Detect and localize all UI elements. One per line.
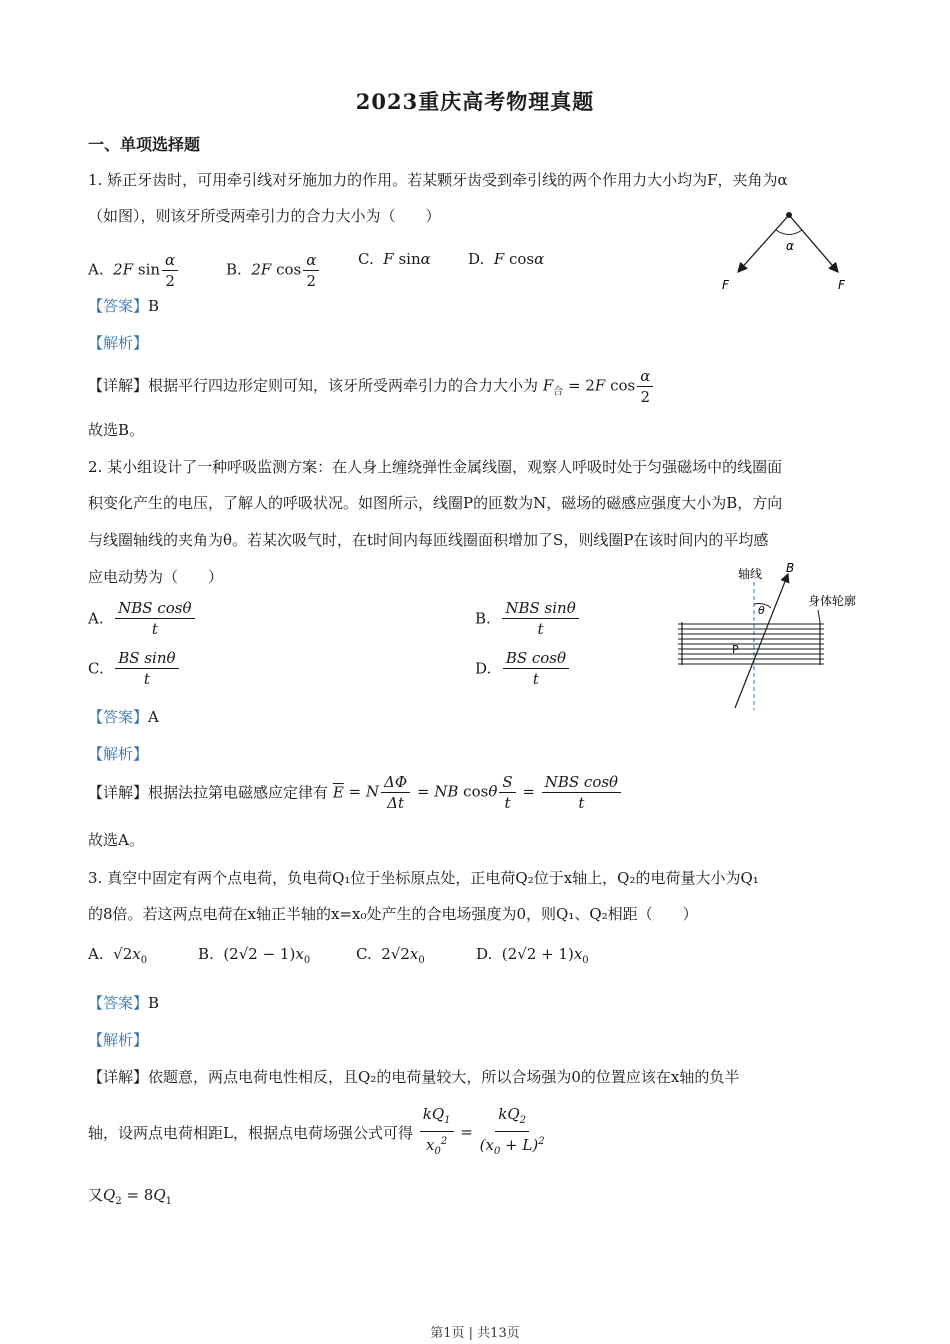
q3-analysis-label: 【解析】 bbox=[88, 1031, 149, 1049]
q1-option-a: A. 2F sin $\frac{\alpha}{2}$ bbox=[88, 250, 180, 291]
q3-answer: 【答案】B bbox=[88, 994, 160, 1012]
page-footer: 第1页 | 共13页 bbox=[430, 1326, 520, 1341]
q1-analysis-label: 【解析】 bbox=[88, 334, 149, 352]
q3-stem-line2: 的8倍。若这两点电荷在x轴正半轴的x=x₀处产生的合电场强度为0，则Q₁、Q₂相距（ ） bbox=[88, 905, 698, 923]
q2-angle-label: θ bbox=[758, 604, 765, 617]
q2-axis-label: 轴线 bbox=[738, 567, 763, 581]
q3-detail-line1: 【详解】依题意，两点电荷电性相反，且Q₂的电荷量较大，所以合场强为0的位置应该在x轴的负半 bbox=[88, 1068, 740, 1086]
q2-option-c: C. $\frac{\text{BS sinθ}}{t}$ bbox=[88, 648, 181, 689]
q1-stem-line2: （如图），则该牙所受两牵引力的合力大小为（ ） bbox=[88, 207, 441, 225]
q2-option-a: A. $\frac{\text{NBS cosθ}}{t}$ bbox=[88, 598, 197, 639]
q1-angle-label: α bbox=[786, 239, 794, 253]
q3-options bbox=[88, 945, 708, 971]
q2-analysis-label: 【解析】 bbox=[88, 745, 149, 763]
q1-conclusion: 故选B。 bbox=[88, 421, 145, 439]
q1-force-left-label: F bbox=[722, 278, 729, 292]
q3-option-c: C. $2√2x_0$ bbox=[356, 945, 425, 966]
q2-stem-line1: 2. 某小组设计了一种呼吸监测方案：在人身上缠绕弹性金属线圈，观察人呼吸时处于匀强磁场中的线圈面 bbox=[88, 458, 783, 476]
q2-detail: 【详解】根据法拉第电磁感应定律有 $\overline{E} = N$ $\frac{\Delta\Phi}{\Delta t}$ = NB cosθ $\frac{S}{t}$ = $\frac{\text{NBS cosθ}}{t}$ bbox=[88, 772, 623, 813]
q2-conclusion: 故选A。 bbox=[88, 831, 144, 849]
q2-coil-label: P bbox=[732, 643, 739, 656]
q1-option-b: B. 2F cos $\frac{\alpha}{2}$ bbox=[226, 250, 321, 291]
q1-force-right-label: F bbox=[838, 278, 845, 292]
q2-stem-line2: 积变化产生的电压，了解人的呼吸状况。如图所示，线圈P的匝数为N，磁场的磁感应强度大小为B，方向 bbox=[88, 494, 783, 512]
q1-options bbox=[88, 240, 708, 290]
q1-stem-line1: 1. 矫正牙齿时，可用牵引线对牙施加力的作用。若某颗牙齿受到牵引线的两个作用力大小均为F，夹角为α bbox=[88, 171, 788, 189]
q1-option-d: D. F cosα bbox=[468, 250, 545, 268]
q1-detail: 【详解】根据平行四边形定则可知，该牙所受两牵引力的合力大小为 $F_合 = 2F$ cos $\frac{\alpha}{2}$ bbox=[88, 366, 655, 407]
q3-stem-line1: 3. 真空中固定有两个点电荷，负电荷Q₁位于坐标原点处，正电荷Q₂位于x轴上，Q₂的电荷量大小为Q₁ bbox=[88, 869, 759, 887]
q2-stem-line4: 应电动势为（ ） bbox=[88, 568, 224, 586]
q2-option-d: D. $\frac{\text{BS cosθ}}{t}$ bbox=[475, 648, 571, 689]
q1-option-c: C. F sinα bbox=[358, 250, 431, 268]
q1-answer: 【答案】B bbox=[88, 297, 160, 315]
q2-outline-label: 身体轮廓 bbox=[808, 594, 857, 608]
q2-answer: 【答案】A bbox=[88, 708, 159, 726]
q3-detail-line2: 轴，设两点电荷相距L，根据点电荷场强公式可得 $\frac{kQ_1}{x_0^2}$ = $\frac{kQ_2}{(x_0 + L)^2}$ bbox=[88, 1105, 545, 1157]
q3-option-d: D. $(2√2 + 1)x_0$ bbox=[476, 945, 589, 966]
section-heading: 一、单项选择题 bbox=[88, 135, 201, 154]
q2-stem-line3: 与线圈轴线的夹角为θ。若某次吸气时，在t时间内每匝线圈面积增加了S，则线圈P在该时间内的平均感 bbox=[88, 531, 769, 549]
q3-detail-line3: 又$Q_2 = 8Q_1$ bbox=[88, 1186, 173, 1207]
q2-option-b: B. $\frac{\text{NBS sinθ}}{t}$ bbox=[475, 598, 581, 639]
q2-field-label: B bbox=[786, 561, 795, 575]
q3-option-a: A. $√2x_0$ bbox=[88, 945, 148, 966]
page-title: 2023重庆高考物理真题 bbox=[355, 89, 595, 114]
q1-force-diagram bbox=[710, 205, 860, 300]
q3-option-b: B. $(2√2 - 1)x_0$ bbox=[198, 945, 311, 966]
q2-coil-diagram bbox=[670, 560, 870, 715]
